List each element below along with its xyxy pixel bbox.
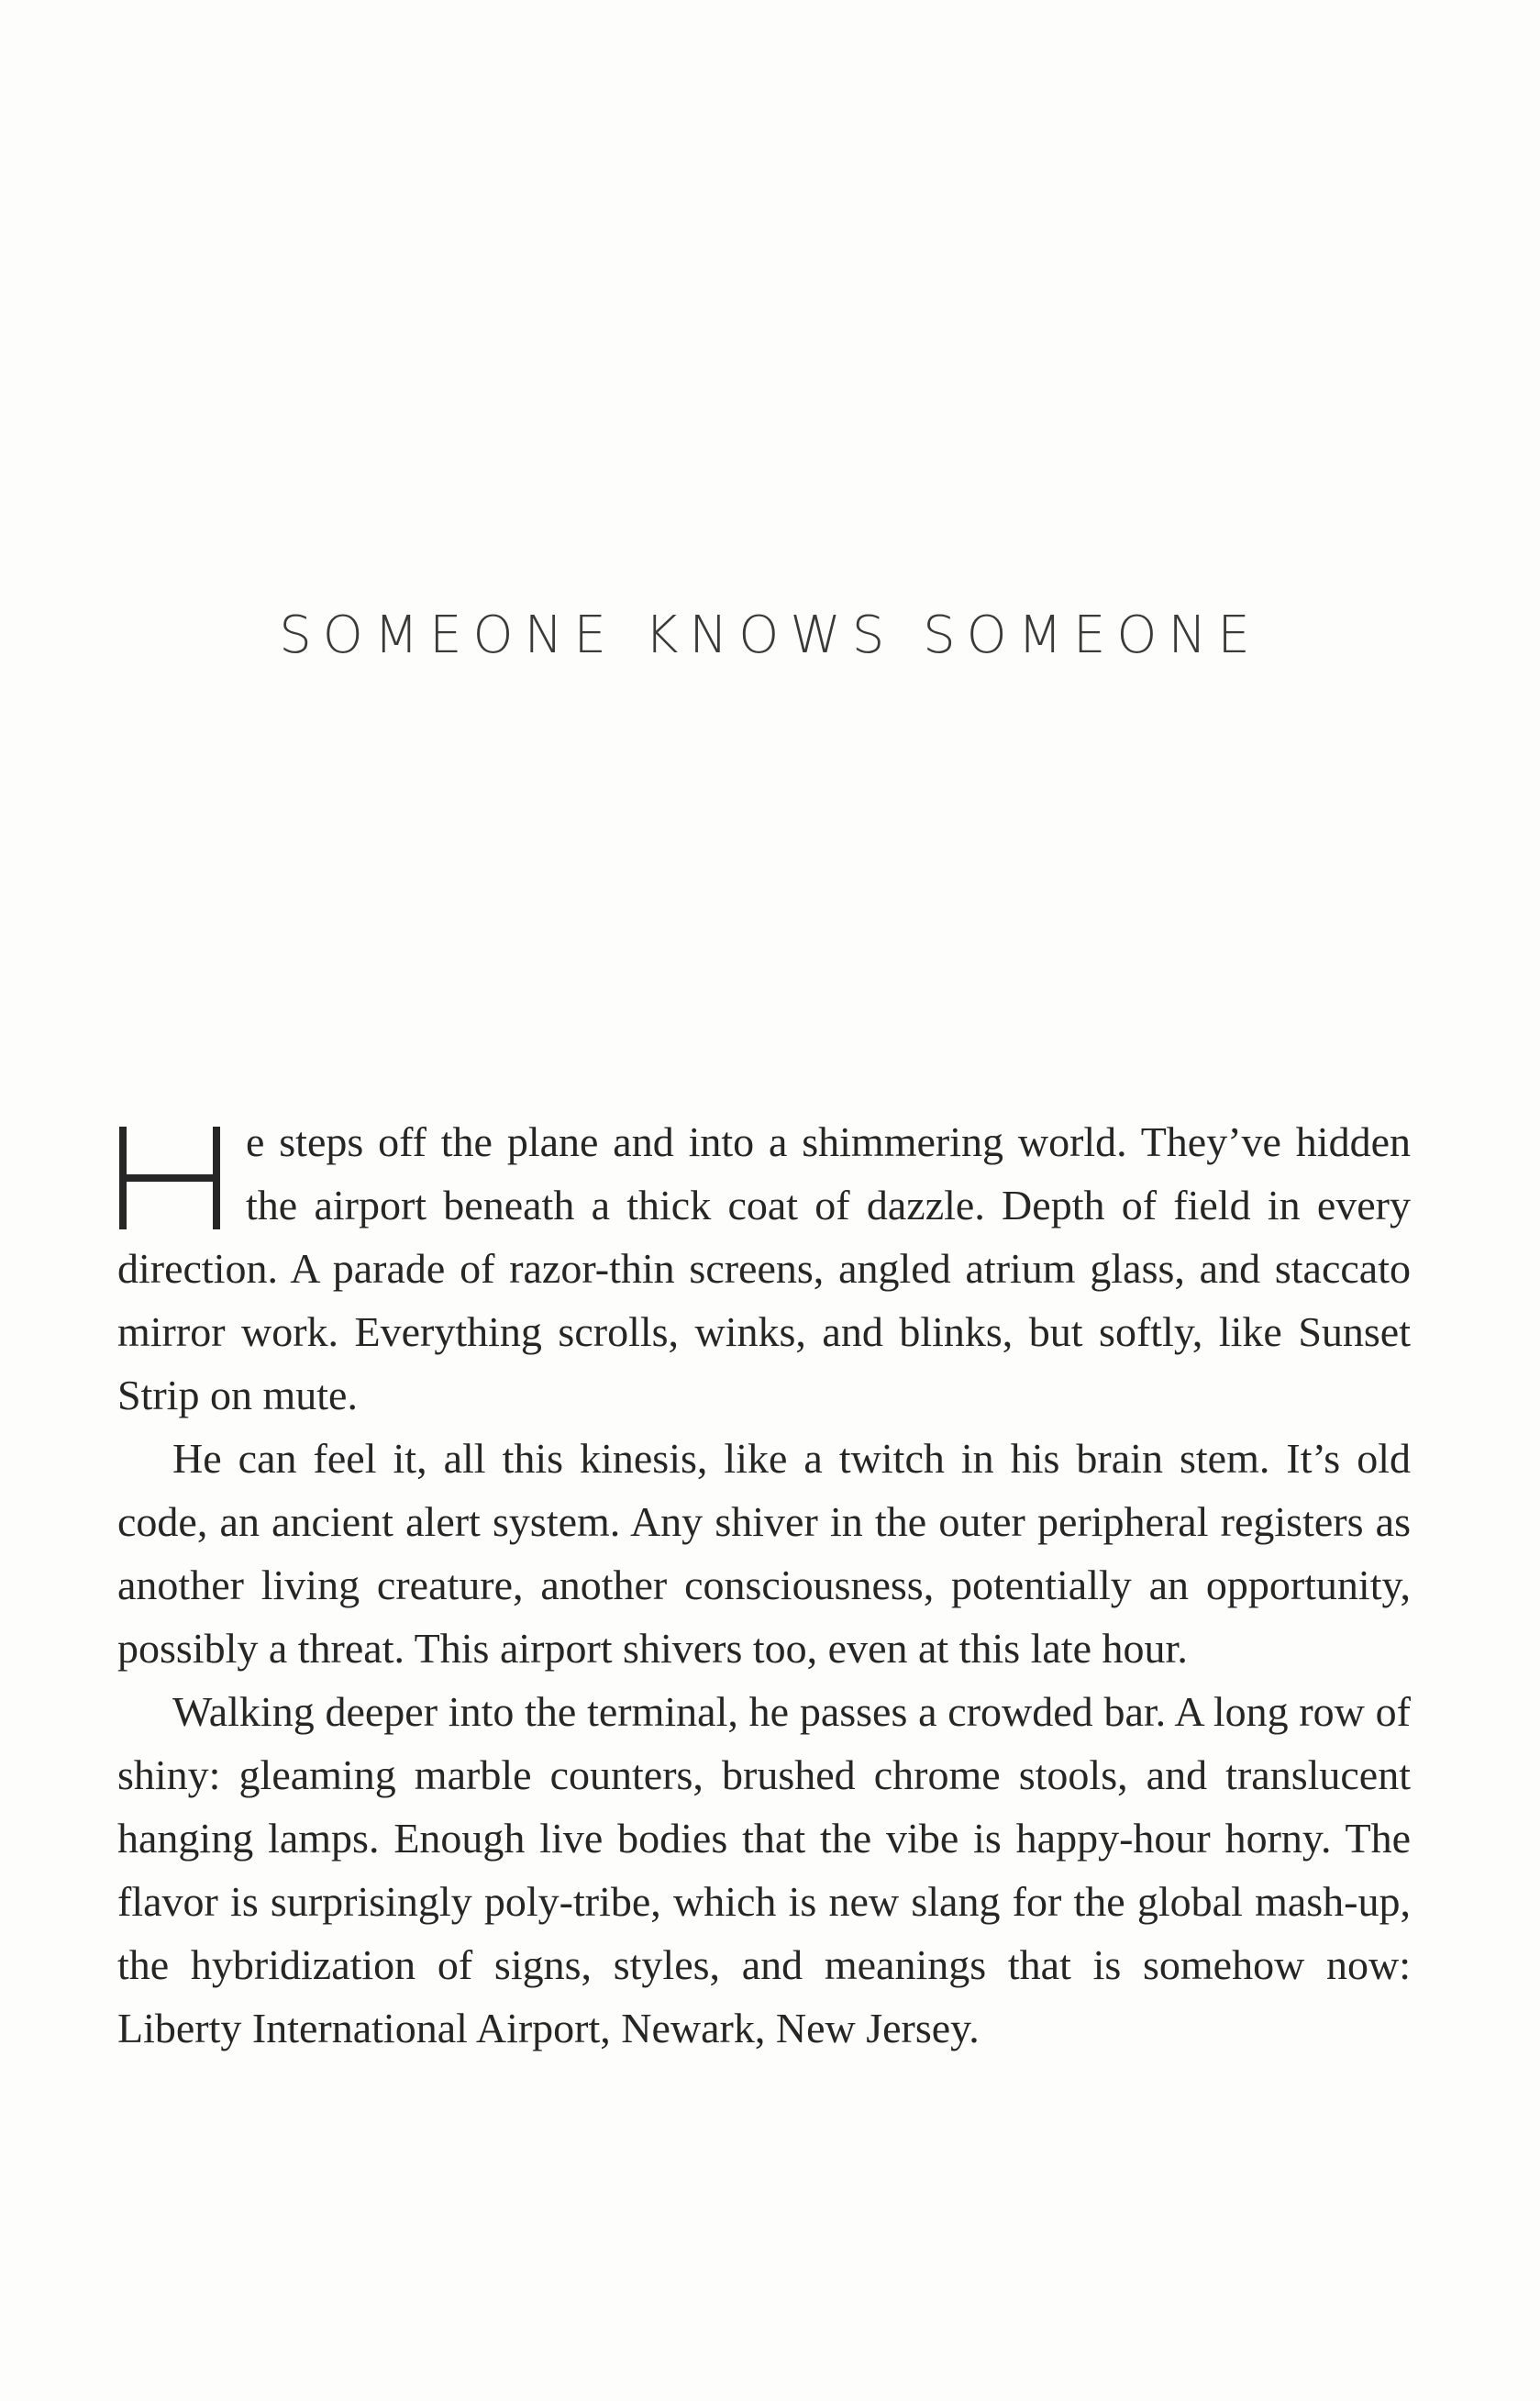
paragraph-1-text: e steps off the plane and into a shimmering world. They’ve hidden the airport beneath a thick coat of dazzle. Depth of field in every direction. A parade of razor-thin screens, angled atrium glass, and staccato mirror work. Everything scrolls, winks, and blinks, but softly, like Sunset Strip on mute. — [117, 1118, 1411, 1418]
chapter-body — [117, 1110, 1411, 2060]
drop-cap — [119, 1127, 229, 1237]
paragraph-1 — [117, 1110, 1411, 1427]
paragraph-2: He can feel it, all this kinesis, like a twitch in his brain stem. It’s old code, an ancient alert system. Any shiver in the outer peripheral registers as another living creature, another consciousness, potentially an opportunity, possibly a threat. This airport shivers too, even at this late hour. — [117, 1435, 1411, 1672]
paragraph-3: Walking deeper into the terminal, he passes a crowded bar. A long row of shiny: gleaming marble counters, brushed chrome stools, and translucent hanging lamps. Enough live bodies that the vibe is happy-hour horny. The flavor is surprisingly poly-tribe, which is new slang for the global mash-up, the hybridization of signs, styles, and meanings that is somehow now: Liberty International Airport, Newark, New Jersey. — [117, 1688, 1411, 2051]
chapter-title: SOMEONE KNOWS SOMEONE — [279, 606, 1261, 665]
